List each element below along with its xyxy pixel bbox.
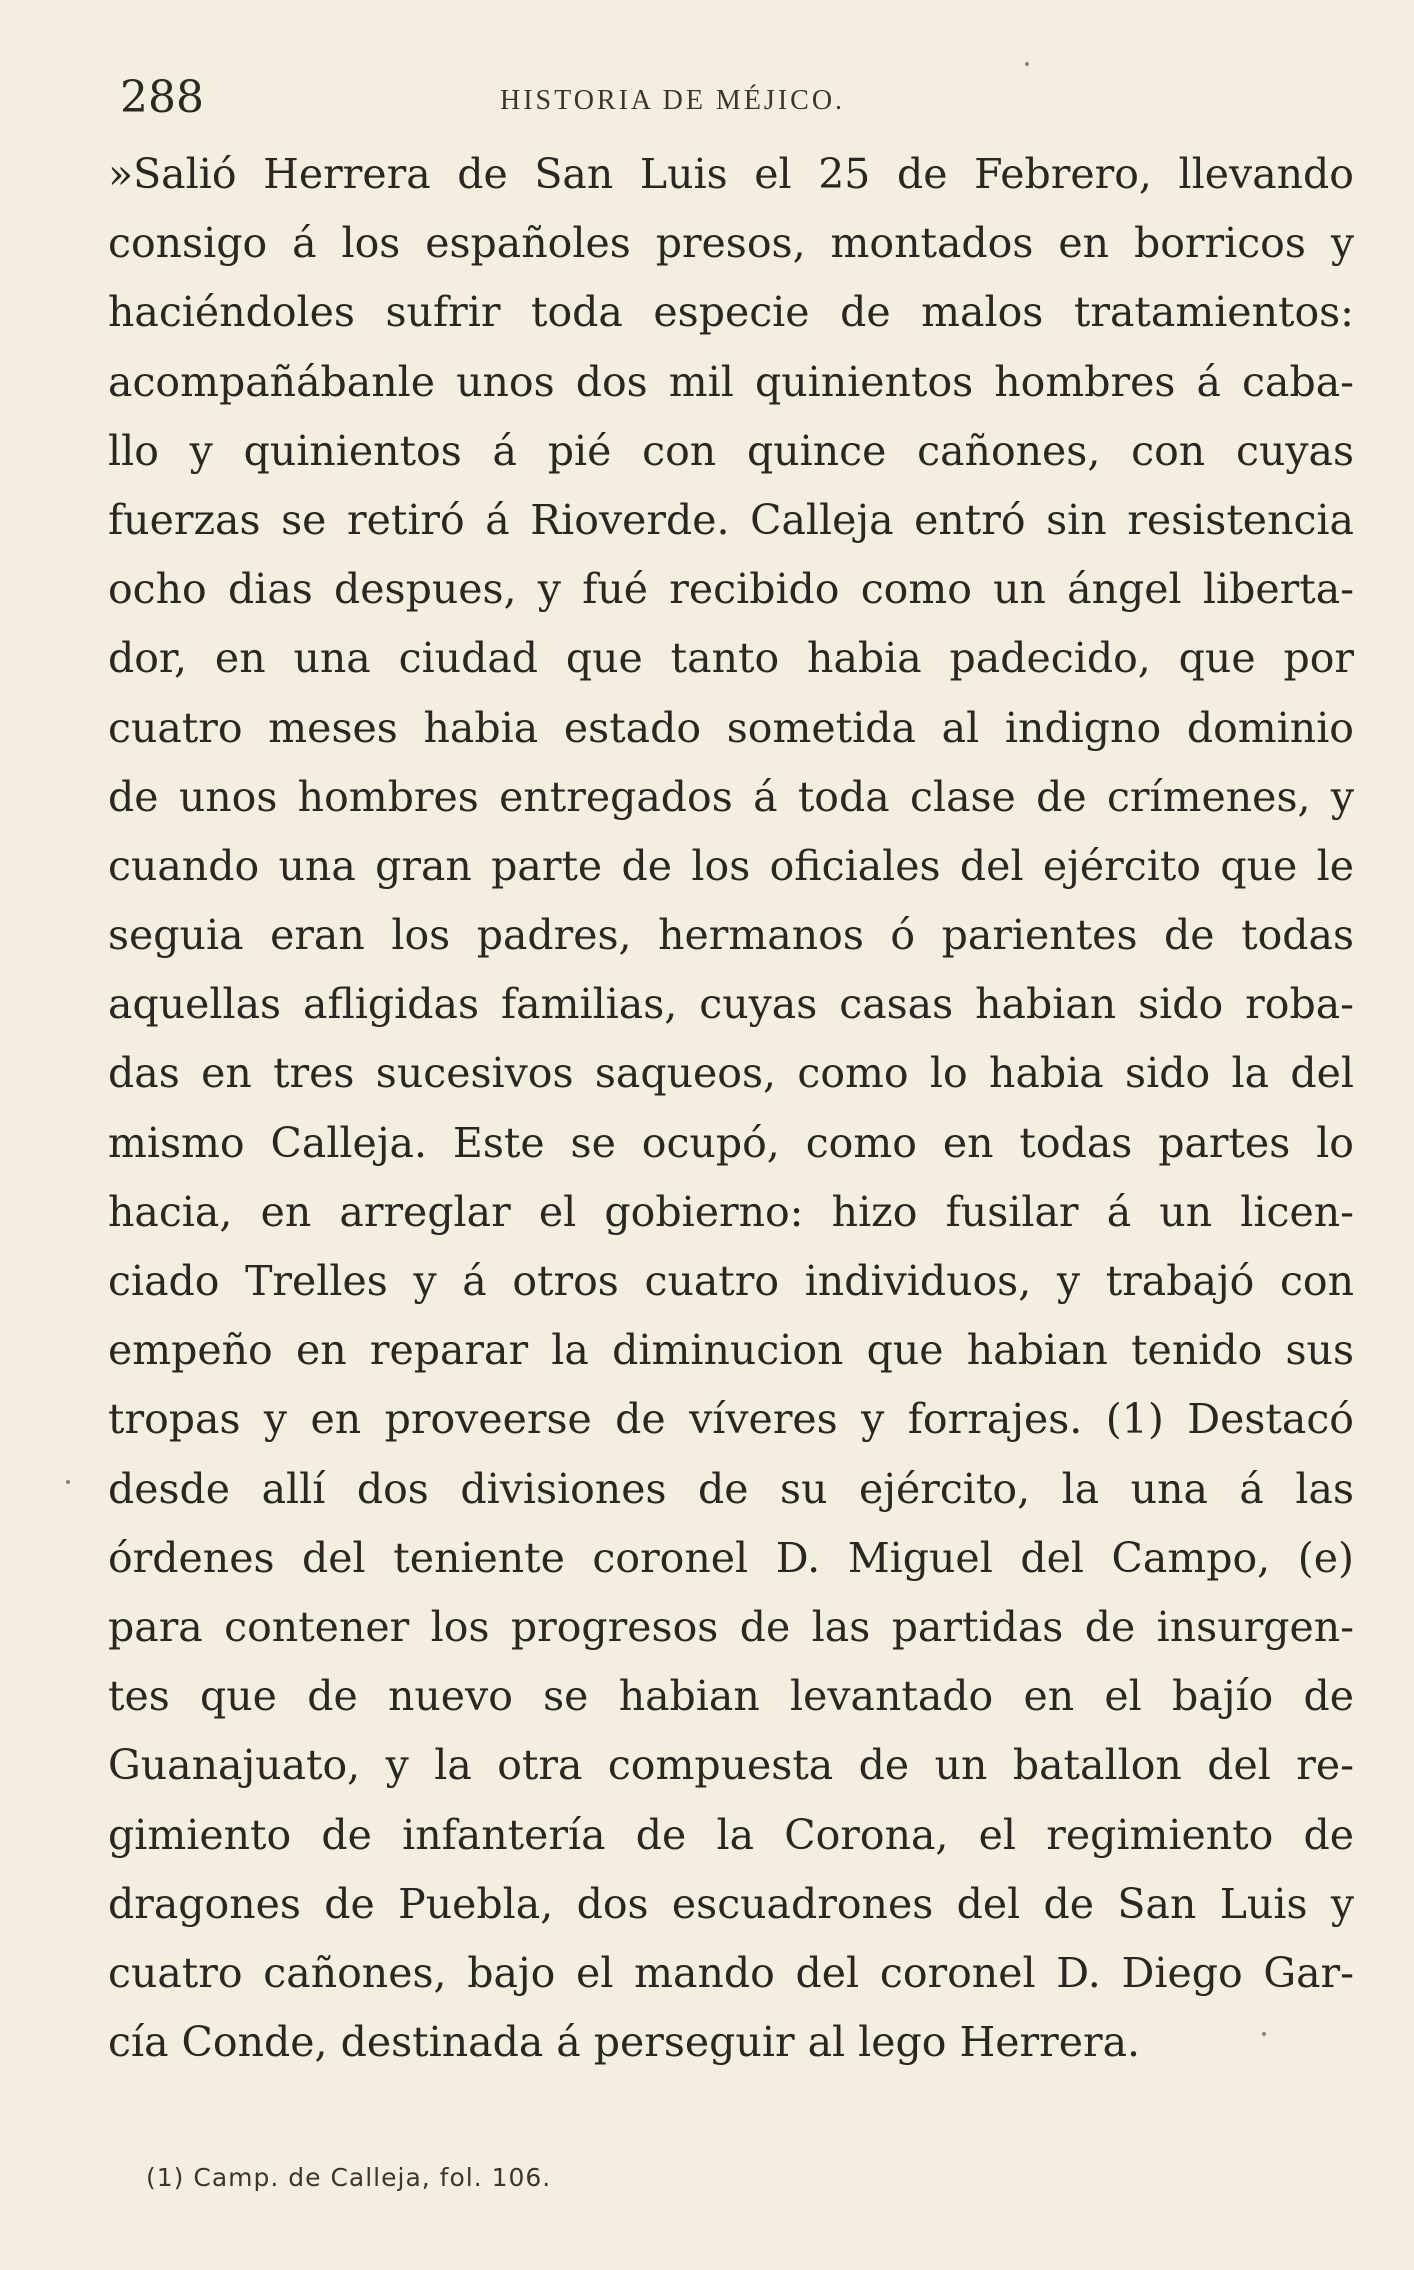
- text-line: acompañábanle unos dos mil quinientos hombres á caba-: [108, 357, 1354, 406]
- text-line: de unos hombres entregados á toda clase de crímenes, y: [108, 772, 1354, 821]
- text-line: haciéndoles sufrir toda especie de malos tratamientos:: [108, 288, 1354, 337]
- text-line: dragones de Puebla, dos escuadrones del de San Luis y: [108, 1879, 1354, 1928]
- text-line: seguia eran los padres, hermanos ó parientes de todas: [108, 911, 1354, 960]
- text-line: hacia, en arreglar el gobierno: hizo fusilar á un licen-: [108, 1187, 1354, 1236]
- text-line: aquellas afligidas familias, cuyas casas habian sido roba-: [108, 980, 1354, 1029]
- ink-speck: [1025, 62, 1029, 66]
- text-line: cuando una gran parte de los oficiales del ejército que le: [108, 841, 1354, 890]
- running-title: HISTORIA DE MÉJICO.: [500, 85, 846, 116]
- text-line: »Salió Herrera de San Luis el 25 de Febrero, llevando: [108, 150, 1354, 198]
- text-line: consigo á los españoles presos, montados en borricos y: [108, 219, 1354, 268]
- body-text: [108, 140, 1354, 2077]
- text-line: desde allí dos divisiones de su ejército, la una á las: [108, 1464, 1354, 1513]
- running-head: [108, 68, 1358, 128]
- text-line: cía Conde, destinada á perseguir al lego Herrera.: [108, 2018, 1141, 2067]
- text-line: ciado Trelles y á otros cuatro individuos, y trabajó con: [108, 1257, 1354, 1305]
- text-line: tes que de nuevo se habian levantado en el bajío de: [108, 1672, 1354, 1721]
- footnote: (1) Camp. de Calleja, fol. 106.: [146, 2163, 552, 2192]
- ink-speck: [66, 1480, 70, 1484]
- text-line: ocho dias despues, y fué recibido como un ángel liberta-: [108, 565, 1354, 614]
- text-line: para contener los progresos de las partidas de insurgen-: [108, 1602, 1354, 1651]
- text-line: das en tres sucesivos saqueos, como lo habia sido la del: [108, 1049, 1354, 1098]
- text-line: mismo Calleja. Este se ocupó, como en todas partes lo: [108, 1118, 1354, 1167]
- text-line: empeño en reparar la diminucion que habian tenido sus: [108, 1326, 1354, 1375]
- text-line: llo y quinientos á pié con quince cañones, con cuyas: [108, 426, 1354, 475]
- text-line: cuatro cañones, bajo el mando del coronel D. Diego Gar-: [108, 1948, 1354, 1997]
- text-line: gimiento de infantería de la Corona, el regimiento de: [108, 1810, 1354, 1859]
- text-line: tropas y en proveerse de víveres y forrajes. (1) Destacó: [108, 1395, 1354, 1444]
- text-line: cuatro meses habia estado sometida al indigno dominio: [108, 703, 1354, 752]
- text-line: Guanajuato, y la otra compuesta de un batallon del re-: [108, 1741, 1354, 1790]
- text-line: fuerzas se retiró á Rioverde. Calleja entró sin resistencia: [108, 495, 1354, 544]
- page-number: 288: [120, 72, 204, 123]
- ink-speck: [1262, 2032, 1266, 2036]
- text-line: órdenes del teniente coronel D. Miguel del Campo, (e): [108, 1533, 1354, 1582]
- text-line: dor, en una ciudad que tanto habia padecido, que por: [108, 634, 1354, 683]
